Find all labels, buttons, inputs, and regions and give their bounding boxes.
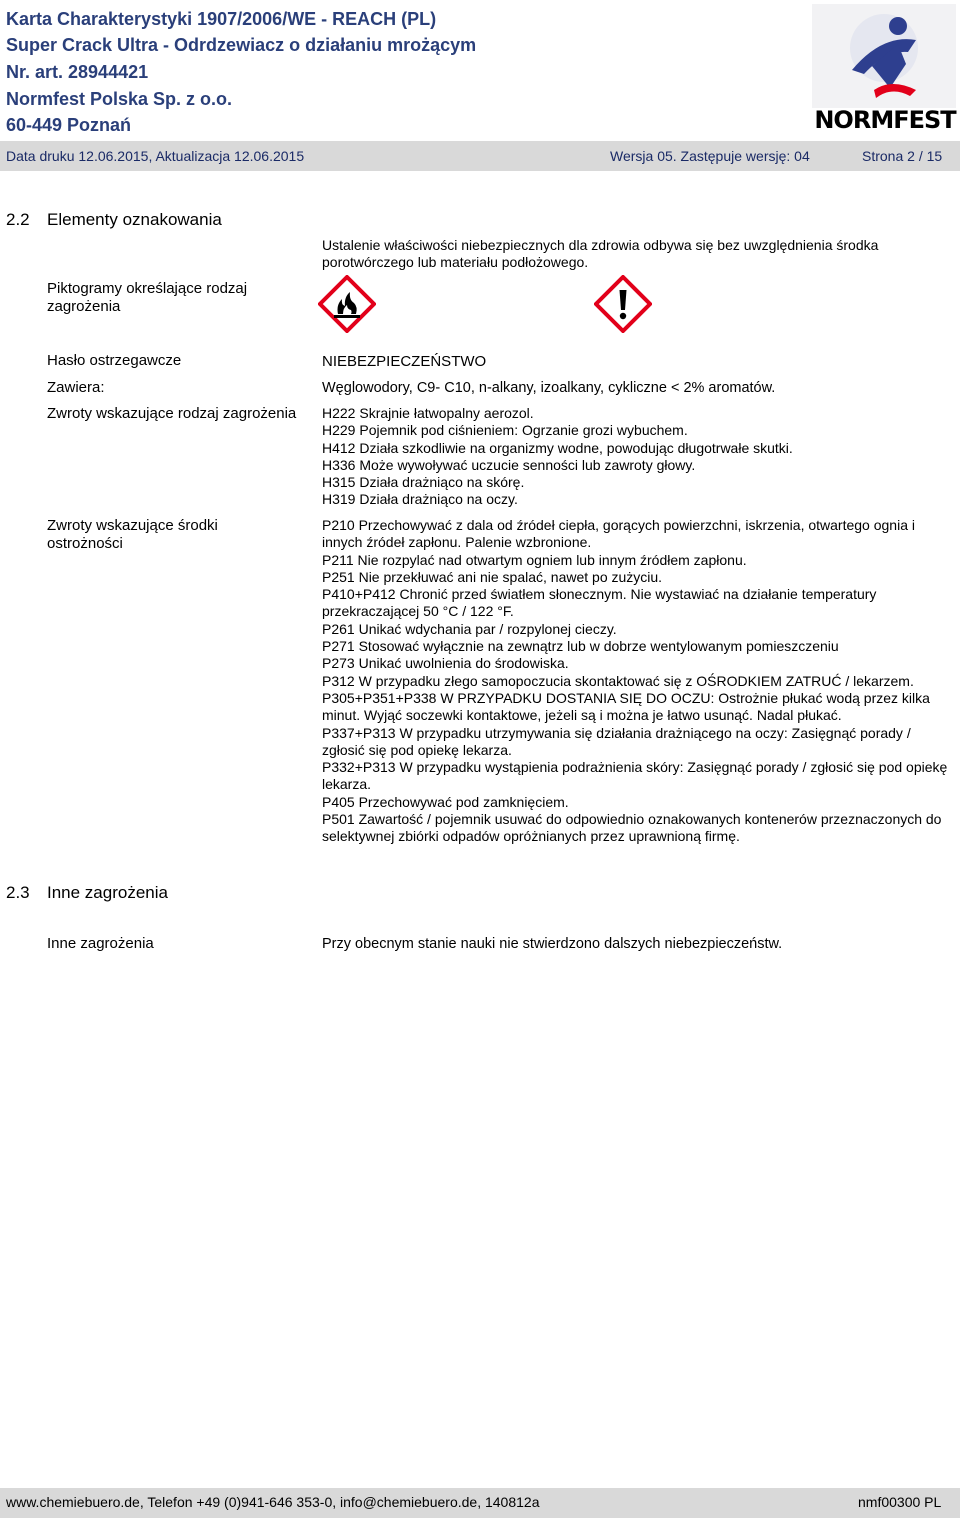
precaution-statement: P312 W przypadku złego samopoczucia skontaktować się z OŚRODKIEM ZATRUĆ / lekarzem.	[322, 672, 914, 689]
precaution-statement: P273 Unikać uwolnienia do środowiska.	[322, 655, 569, 672]
hazard-statement: H229 Pojemnik pod ciśnieniem: Ogrzanie grozi wybuchem.	[322, 422, 688, 439]
section-number: 2.2	[6, 210, 30, 229]
pictograms-label: Piktogramy określające rodzaj zagrożenia	[47, 280, 248, 315]
contains-label: Zawiera:	[47, 379, 105, 396]
precaution-statement: P210 Przechowywać z dala od źródeł ciepła, gorących powierzchni, iskrzenia, otwartego ognia i innych źródeł zapłonu. Palenie wzbronione.	[322, 517, 915, 551]
hazard-statement: H222 Skrajnie łatwopalny aerozol.	[322, 405, 534, 421]
precaution-statement: P305+P351+P338 W PRZYPADKU DOSTANIA SIĘ DO OCZU: Ostrożnie płukać wodą przez kilka minut. Wyjąć soczewki kontaktowe, jeżeli są i można je łatwo usunąć. Nadal płukać.	[322, 689, 930, 724]
section-number: 2.3	[6, 883, 30, 902]
precaution-statements-label: Zwroty wskazujące środki ostrożności	[47, 517, 218, 552]
other-hazards-value: Przy obecnym stanie nauki nie stwierdzono dalszych niebezpieczeństw.	[322, 936, 783, 952]
precaution-statement: P261 Unikać wdychania par / rozpylonej cieczy.	[322, 620, 617, 637]
section-title: Inne zagrożenia	[47, 883, 168, 902]
signal-word-label: Hasło ostrzegawcze	[47, 352, 182, 369]
section-title: Elementy oznakowania	[47, 210, 222, 229]
article-number: Nr. art. 28944421	[6, 62, 149, 82]
product-name: Super Crack Ultra - Odrdzewiacz o działaniu mrożącym	[6, 35, 477, 55]
hazard-statement: H319 Działa drażniąco na oczy.	[322, 491, 518, 508]
precaution-statement: P337+P313 W przypadku utrzymywania się działania drażniącego na oczy: Zasięgnąć porady / zgłosić się pod opiekę lekarza.	[322, 724, 911, 758]
print-info-bar	[0, 141, 960, 171]
precaution-statement: P211 Nie rozpylać nad otwartym ogniem lub innym źródłem zapłonu.	[322, 551, 747, 568]
precaution-statements-list	[322, 517, 952, 846]
doc-title: Karta Charakterystyki 1907/2006/WE - REACH (PL)	[6, 9, 437, 29]
other-hazards-label: Inne zagrożenia	[47, 935, 154, 952]
page-number: Strona 2 / 15	[862, 148, 943, 164]
company-city: 60-449 Poznań	[6, 115, 132, 135]
flame-pictogram-icon	[318, 275, 376, 333]
intro-text: Ustalenie właściwości niebezpiecznych dla zdrowia odbywa się bez uwzględnienia środka porotwórczego lub materiału podłożowego.	[322, 237, 879, 271]
signal-word: NIEBEZPIECZEŃSTWO	[322, 353, 487, 370]
exclamation-pictogram-icon	[594, 275, 652, 333]
footer-bar	[0, 1488, 960, 1518]
print-date: Data druku 12.06.2015, Aktualizacja 12.06.2015	[6, 148, 305, 164]
precaution-statement: P410+P412 Chronić przed światłem słonecznym. Nie wystawiać na działanie temperatury przekraczającej 50 °C / 122 °F.	[322, 586, 877, 620]
company-name: Normfest Polska Sp. z o.o.	[6, 89, 233, 109]
hazard-statements-list	[322, 405, 952, 509]
version-info: Wersja 05. Zastępuje wersję: 04	[610, 148, 810, 164]
contains-value: Węglowodory, C9- C10, n-alkany, izoalkany, cykliczne < 2% aromatów.	[322, 380, 776, 396]
hazard-statement: H315 Działa drażniąco na skórę.	[322, 474, 525, 491]
hazard-statement: H336 Może wywoływać uczucie senności lub zawroty głowy.	[322, 456, 696, 473]
precaution-statement: P405 Przechowywać pod zamknięciem.	[322, 793, 569, 810]
precaution-statement: P332+P313 W przypadku wystąpienia podrażnienia skóry: Zasięgnąć porady / zgłosić się pod opiekę lekarza.	[322, 759, 948, 793]
logo-wordmark: NORMFEST	[814, 106, 956, 134]
precaution-statement: P251 Nie przekłuwać ani nie spalać, nawet po zużyciu.	[322, 568, 663, 585]
footer-contact: www.chemiebuero.de, Telefon +49 (0)941-646 353-0, info@chemiebuero.de, 140812a	[6, 1494, 540, 1510]
hazard-statements-label: Zwroty wskazujące rodzaj zagrożenia	[47, 405, 297, 422]
hazard-statement: H412 Działa szkodliwie na organizmy wodne, powodując długotrwałe skutki.	[322, 439, 793, 456]
precaution-statement: P501 Zawartość / pojemnik usuwać do odpowiednio oznakowanych kontenerów przeznaczonych do selektywnej zbiórki odpadów opróżnianych przez uprawnioną firmę.	[322, 811, 942, 845]
footer-doc-code: nmf00300 PL	[858, 1494, 942, 1510]
precaution-statement: P271 Stosować wyłącznie na zewnątrz lub w dobrze wentylowanym pomieszczeniu	[322, 638, 839, 655]
